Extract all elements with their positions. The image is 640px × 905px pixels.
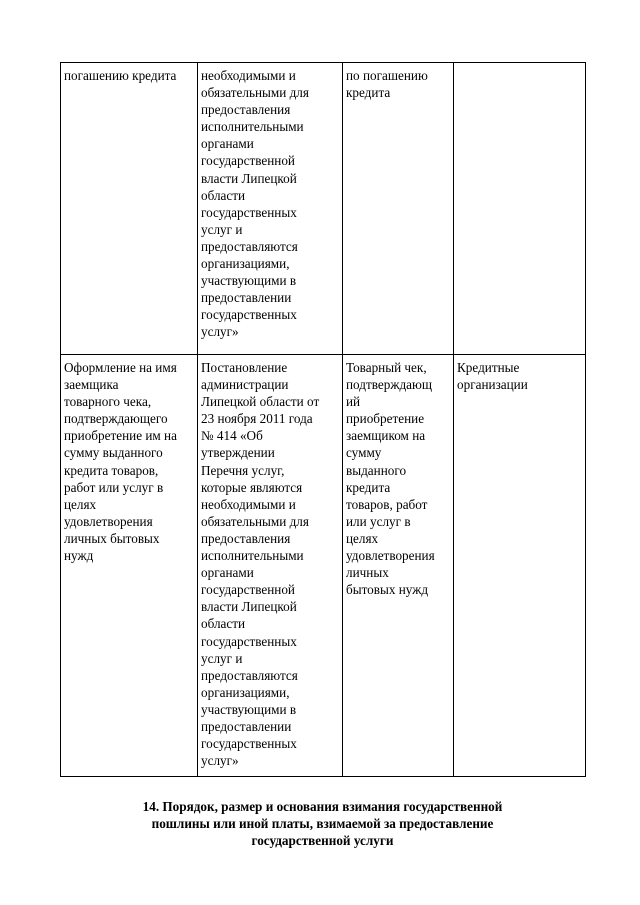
table-cell: погашению кредита [61, 63, 198, 355]
table-cell: по погашению кредита [343, 63, 454, 355]
table-cell: Товарный чек, подтверждающ ий приобретение заемщиком на сумму выданного кредита товаров, работ или услуг в целях удовлетворения личных бытовых нужд [343, 355, 454, 777]
table-cell: Постановление администрации Липецкой области от 23 ноября 2011 года № 414 «Об утверждении Перечня услуг, которые являются необходимыми и обязательными для предоставления исполнительными органами государственной власти Липецкой области государственных услуг и предоставляются организациями, участвующими в предоставлении государственных услуг» [198, 355, 343, 777]
table-cell: Оформление на имя заемщика товарного чека, подтверждающего приобретение им на сумму выданного кредита товаров, работ или услуг в целях удовлетворения личных бытовых нужд [61, 355, 198, 777]
table-row [61, 63, 586, 355]
services-table [60, 62, 586, 777]
section-heading: 14. Порядок, размер и основания взимания государственной пошлины или иной платы, взимаемой за предоставление государственной услуги [142, 799, 503, 848]
table-cell: Кредитные организации [454, 355, 586, 777]
table-row [61, 355, 586, 777]
table-cell [454, 63, 586, 355]
table-cell: необходимыми и обязательными для предоставления исполнительными органами государственной власти Липецкой области государственных услуг и предоставляются организациями, участвующими в предоставлении государственных услуг» [198, 63, 343, 355]
